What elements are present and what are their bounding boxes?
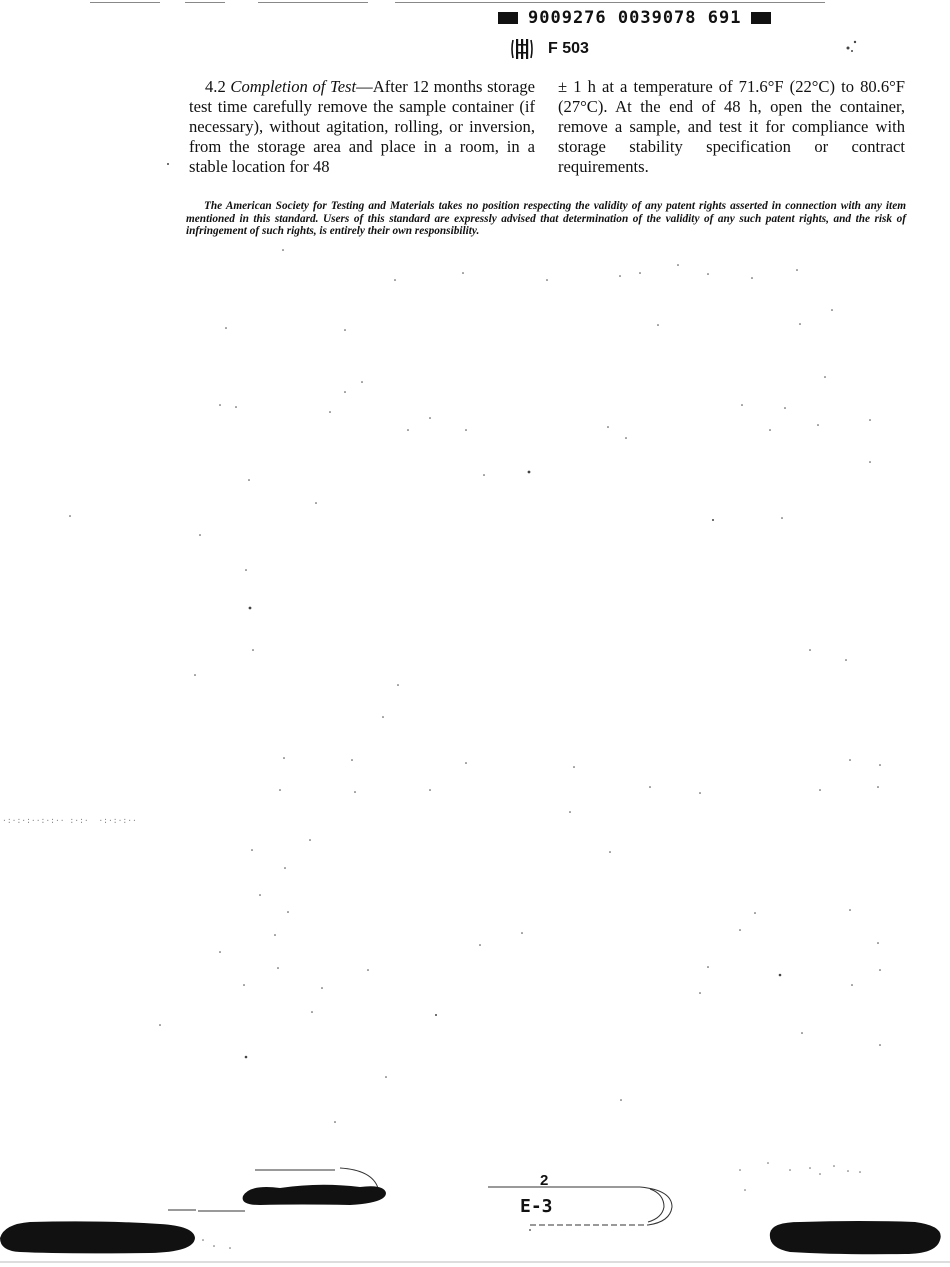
paragraph-text-right: ± 1 h at a temperature of 71.6°F (22°C) to 80.6°F (27°C). At the end of 48 h, open the container, remove a sample, and test it for compliance with storage stability specification or contract requirements. — [558, 77, 905, 176]
section-heading: Completion of Test — [230, 77, 357, 96]
page-number: 2 — [540, 1172, 549, 1189]
scan-noise-left: ·:·:·:··:·:·· :·:· ·:·:·:·· — [2, 816, 137, 825]
heading-dash: — — [356, 77, 373, 96]
section-number: 4.2 — [205, 77, 226, 96]
patent-notice-text: The American Society for Testing and Materials takes no position respecting the validity of any patent rights asserted in connection with any item mentioned in this standard. Users of this standard are expressly advised that determination of the validity of any such patent rights, and the risk of infringement of such rights, is entirely their own responsibility. — [186, 200, 906, 237]
paragraph-text-left: After 12 months storage test time carefully remove the sample container (if necessary), without agitation, rolling, or inversion, from the storage area and place in a room, in a stable location for 48 — [189, 77, 536, 176]
page-code: E-3 — [520, 1196, 553, 1217]
barcode-number: 9009276 0039078 691 — [528, 8, 742, 28]
standard-number: F 503 — [548, 40, 589, 57]
footer-scan-artifacts — [0, 1150, 950, 1267]
